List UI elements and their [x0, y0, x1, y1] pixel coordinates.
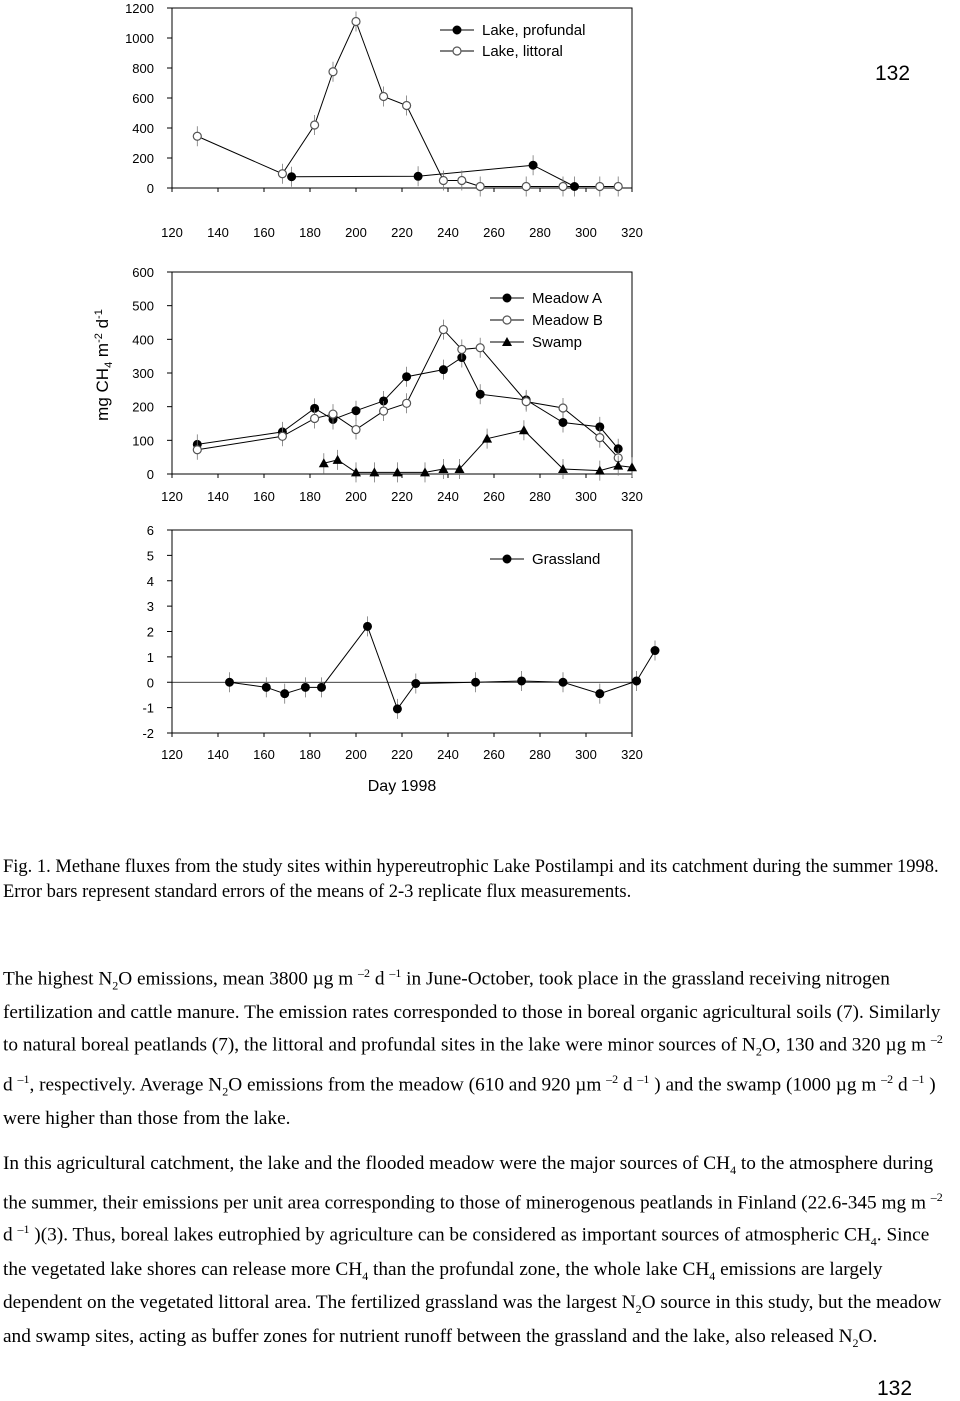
x-tick-label: 120 [161, 225, 183, 240]
data-point [522, 183, 530, 191]
data-point [278, 170, 286, 178]
meadow-swamp-panel [132, 265, 643, 504]
data-point [403, 102, 411, 110]
data-point [476, 183, 484, 191]
data-point [288, 173, 296, 181]
y-tick-label: 500 [132, 298, 154, 314]
data-point [651, 647, 659, 655]
data-point [380, 93, 388, 101]
data-point [403, 373, 411, 381]
y-tick-label: 0 [146, 181, 154, 196]
legend-marker [503, 555, 511, 563]
y-tick-label: 0 [146, 467, 154, 482]
x-tick-label: 260 [483, 225, 505, 240]
data-point [559, 418, 567, 426]
x-tick-label: 140 [207, 225, 229, 240]
figure-caption: Fig. 1. Methane fluxes from the study sites within hypereutrophic Lake Postilampi and its catchment during the summer 1998. Error bars represent standard errors of the means of 2-3 replicate flux measurements. [3, 857, 939, 902]
data-point [614, 183, 622, 191]
data-point [333, 455, 343, 464]
data-point [352, 426, 360, 434]
x-tick-label: 320 [621, 225, 643, 240]
legend-marker [453, 47, 461, 55]
y-tick-label: 400 [132, 121, 154, 136]
data-point [458, 177, 466, 185]
x-tick-label: 240 [437, 489, 459, 504]
legend-label: Meadow B [532, 312, 603, 329]
y-tick-label: 2 [146, 624, 154, 640]
page-number-bottom: 132 [877, 1377, 913, 1400]
data-point [458, 345, 466, 353]
legend-label: Swamp [532, 334, 583, 351]
data-point [476, 344, 484, 352]
body-paragraph-2: In this agricultural catchment, the lake and the flooded meadow were the major sources of $CH_4$ to the atmosphere during the summer, their emissions per unit area corresponding to those of minerogenous peatlands in Finland (22.6-345 mg m $^{-2}$ d $^{-1}$ )(3). Thus, boreal lakes eutrophied by agriculture can be considered as important sources of atmospheric $CH_4$. Since the vegetated lake shores can release more $CH_4$ than the profundal zone, the whole lake $CH_4$ emissions are largely dependent on the vegetated littoral area. The fertilized grassland was the largest $N_2O$ source in this study, but the meadow and swamp sites, acting as buffer zones for nutrient runoff between the grassland and the lake, also released $N_2O$. [3, 1153, 943, 1351]
x-tick-label: 240 [437, 225, 459, 240]
data-point [193, 132, 201, 140]
x-tick-label: 180 [299, 489, 321, 504]
data-point [193, 446, 201, 454]
data-point [518, 677, 526, 685]
data-point [364, 622, 372, 630]
y-tick-label: -1 [142, 700, 154, 716]
y-tick-label: 400 [132, 332, 154, 348]
data-point [311, 121, 319, 129]
x-tick-label: 220 [391, 225, 413, 240]
x-tick-label: 120 [161, 747, 183, 762]
legend-label: Lake, littoral [482, 43, 563, 60]
data-point [596, 183, 604, 191]
x-tick-label: 140 [207, 489, 229, 504]
data-point [318, 683, 326, 691]
x-tick-label: 200 [345, 225, 367, 240]
y-tick-label: 100 [132, 433, 154, 449]
series-line [324, 430, 632, 472]
x-tick-label: 180 [299, 225, 321, 240]
x-tick-label: 160 [253, 747, 275, 762]
x-tick-label: 120 [161, 489, 183, 504]
x-tick-label: 300 [575, 747, 597, 762]
legend-marker [503, 316, 511, 324]
y-tick-label: 5 [146, 548, 154, 564]
legend-label: Lake, profundal [482, 22, 586, 39]
data-point [301, 683, 309, 691]
data-point [393, 705, 401, 713]
y-tick-label: 200 [132, 151, 154, 166]
data-point [278, 432, 286, 440]
body-paragraph-1: The highest $N_2O$ emissions, mean 3800 µg m $^{-2}$ d $^{-1}$ in June-October, took place in the grassland receiving nitrogen fertilization and cattle manure. The emission rates corresponded to those in boreal organic agricultural soils (7). Similarly to natural boreal peatlands (7), the littoral and profundal sites in the lake were minor sources of $N_2O$, 130 and 320 µg m $^{-2}$ d $^{-1}$, respectively. Average $N_2O$ emissions from the meadow (610 and 920 µm $^{-2}$ d $^{-1}$ ) and the swamp (1000 µg m $^{-2}$ d $^{-1}$ ) were higher than those from the lake. [3, 966, 943, 1129]
x-tick-label: 140 [207, 747, 229, 762]
data-point [472, 678, 480, 686]
data-point [519, 425, 529, 434]
y-tick-label: 200 [132, 399, 154, 415]
y-tick-label: 6 [146, 523, 154, 538]
data-point [403, 399, 411, 407]
data-point [352, 18, 360, 26]
data-point [529, 161, 537, 169]
x-tick-label: 240 [437, 747, 459, 762]
data-point [559, 678, 567, 686]
lake-panel [125, 1, 643, 240]
data-point [380, 407, 388, 415]
data-point [439, 326, 447, 334]
legend-marker [503, 294, 511, 302]
legend-marker [453, 26, 461, 34]
x-tick-label: 300 [575, 489, 597, 504]
y-tick-label: 600 [132, 265, 154, 280]
y-axis-label: mg $CH_4$ $m^{-2}$ $d^{-1}$ [93, 309, 115, 421]
data-point [262, 683, 270, 691]
y-tick-label: 1 [146, 649, 154, 665]
x-tick-label: 300 [575, 225, 597, 240]
legend-label: Grassland [532, 551, 601, 568]
y-tick-label: 0 [146, 675, 154, 691]
data-point [596, 690, 604, 698]
x-tick-label: 200 [345, 747, 367, 762]
y-tick-label: 600 [132, 91, 154, 106]
data-point [281, 690, 289, 698]
x-tick-label: 320 [621, 489, 643, 504]
series-line [230, 626, 656, 708]
data-point [329, 410, 337, 418]
x-tick-label: 280 [529, 225, 551, 240]
data-point [522, 398, 530, 406]
x-tick-label: 220 [391, 489, 413, 504]
data-point [596, 434, 604, 442]
grassland-panel [142, 523, 659, 762]
y-tick-label: 3 [146, 599, 154, 615]
x-tick-label: 200 [345, 489, 367, 504]
y-tick-label: 1000 [125, 31, 154, 46]
data-point [559, 183, 567, 191]
data-point [439, 366, 447, 374]
data-point [412, 680, 420, 688]
legend-label: Meadow A [532, 290, 603, 307]
y-tick-label: 4 [146, 573, 154, 589]
x-axis-label: Day 1998 [367, 778, 437, 795]
x-tick-label: 320 [621, 747, 643, 762]
x-tick-label: 220 [391, 747, 413, 762]
data-point [633, 677, 641, 685]
y-tick-label: -2 [142, 726, 154, 741]
data-point [613, 461, 623, 470]
data-point [226, 678, 234, 686]
x-tick-label: 160 [253, 489, 275, 504]
data-point [559, 404, 567, 412]
x-tick-label: 280 [529, 747, 551, 762]
data-point [414, 172, 422, 180]
x-tick-label: 260 [483, 747, 505, 762]
data-point [439, 177, 447, 185]
x-tick-label: 160 [253, 225, 275, 240]
data-point [476, 390, 484, 398]
x-tick-label: 280 [529, 489, 551, 504]
data-point [311, 414, 319, 422]
x-tick-label: 260 [483, 489, 505, 504]
y-tick-label: 800 [132, 61, 154, 76]
y-tick-label: 1200 [125, 1, 154, 16]
y-tick-label: 300 [132, 366, 154, 381]
data-point [352, 407, 360, 415]
data-point [329, 68, 337, 76]
page-number-top: 132 [875, 62, 911, 85]
x-tick-label: 180 [299, 747, 321, 762]
